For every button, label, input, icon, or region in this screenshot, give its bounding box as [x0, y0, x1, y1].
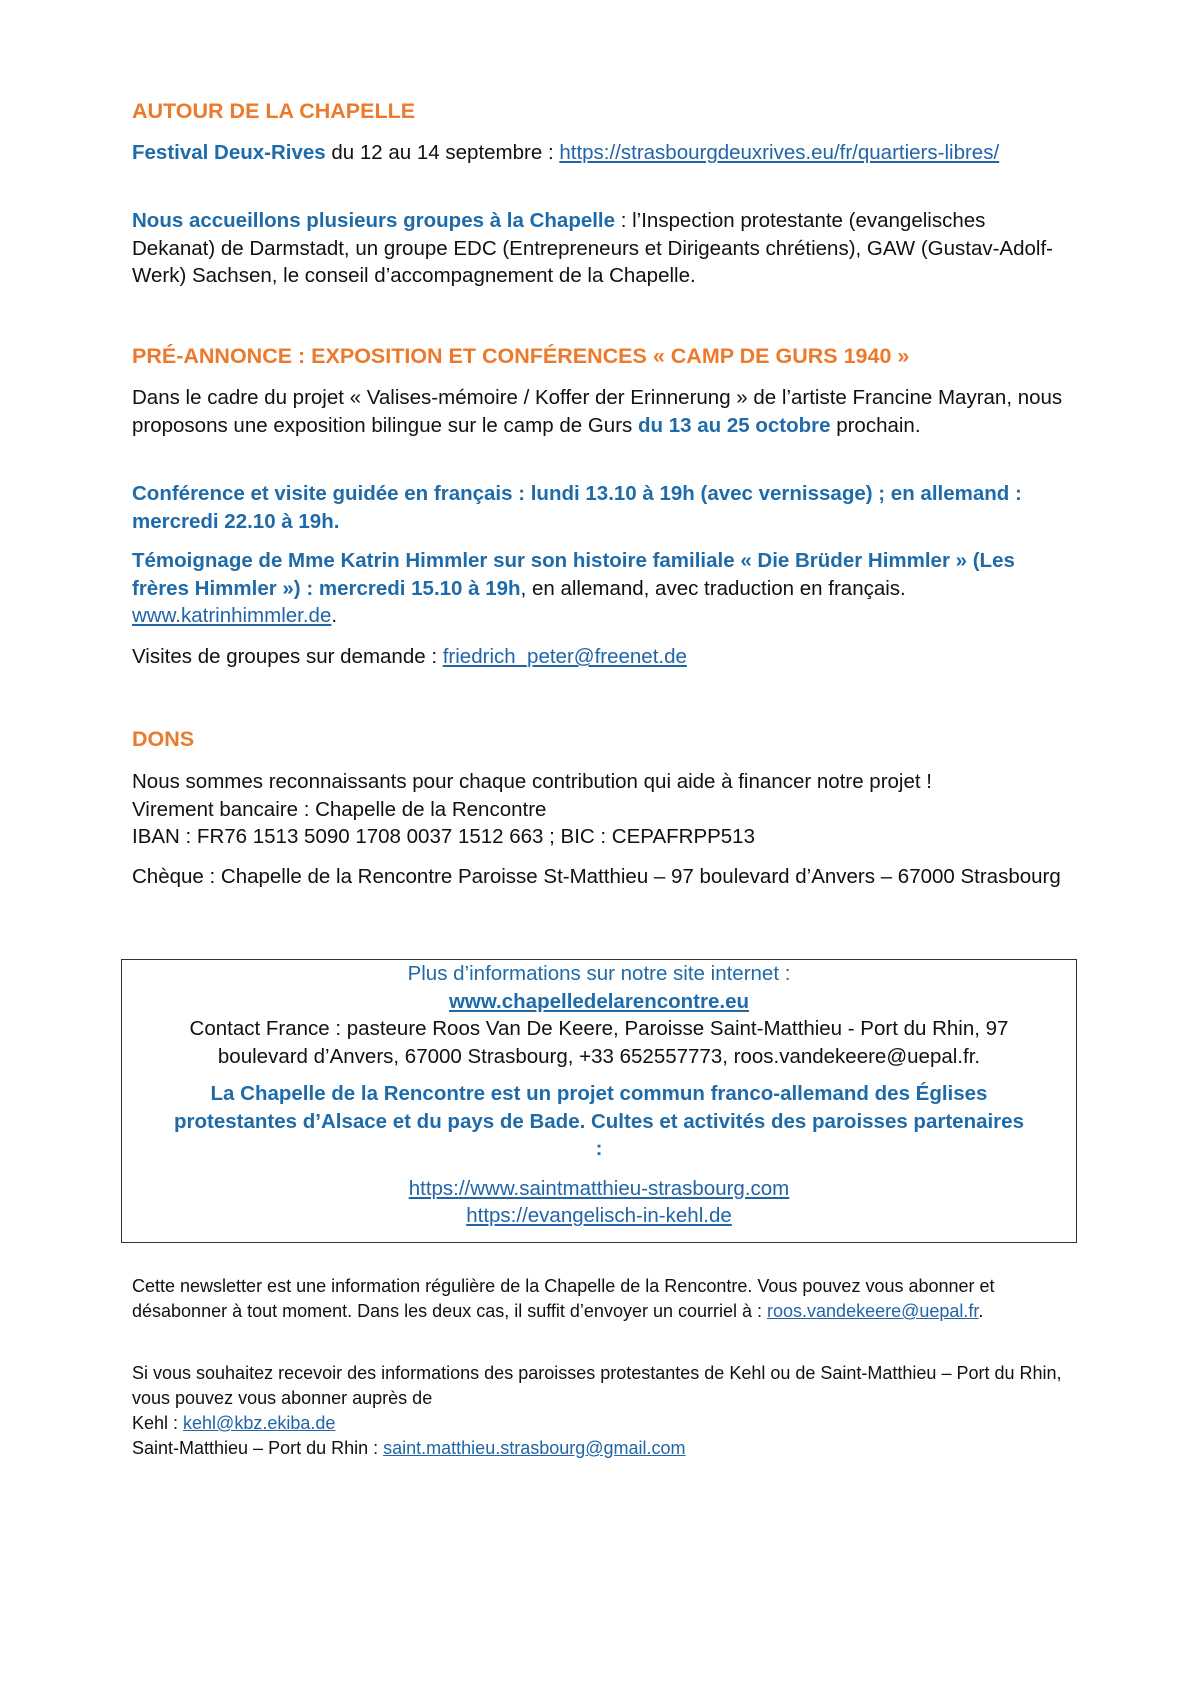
dons-iban: IBAN : FR76 1513 5090 1708 0037 1512 663 ; BIC : CEPAFRPP513: [132, 825, 755, 848]
site-link[interactable]: www.chapelledelarencontre.eu: [448, 989, 749, 1013]
newsletter-paragraph: [132, 1274, 1072, 1324]
groups-paragraph: [132, 207, 1072, 290]
newsletter-email-link[interactable]: roos.vandekeere@uepal.fr: [767, 1301, 979, 1321]
expo-text: Dans le cadre du projet « Valises-mémoire / Koffer der Erinnerung » de l’artiste Francine Mayran, nous proposons une exposition bilingue sur le camp de Gurs: [132, 386, 1063, 437]
groups-title: Nous accueillons plusieurs groupes à la Chapelle: [132, 209, 616, 232]
parishes-text: Si vous souhaitez recevoir des informations des paroisses protestantes de Kehl ou de Saint-Matthieu – Port du Rhin, vous pouvez vous abonner auprès de: [132, 1363, 1062, 1408]
period: .: [978, 1301, 984, 1321]
contact-text: Contact France : pasteure Roos Van De Keere, Paroisse Saint-Matthieu - Port du Rhin, 97 boulevard d’Anvers, 67000 Strasbourg, +33 652557773, roos.vandekeere@uepal.fr.: [189, 1017, 1009, 1068]
dons-cheque: Chèque : Chapelle de la Rencontre Paroisse St-Matthieu – 97 boulevard d’Anvers – 67000 Strasbourg: [132, 865, 1061, 888]
temoignage-text: , en allemand, avec traduction en français.: [520, 576, 906, 600]
kehl-label: Kehl :: [132, 1413, 184, 1433]
dons-thanks: Nous sommes reconnaissants pour chaque contribution qui aide à financer notre projet !: [132, 770, 932, 793]
festival-dates: du 12 au 14 septembre :: [325, 141, 560, 164]
groups-text: : l’Inspection protestante (evangelisches Dekanat) de Darmstadt, un groupe EDC (Entrepreneurs et Dirigeants chrétiens), GAW (Gustav-Adolf-Werk) Sachsen, le conseil d’accompagnement de la Chapelle.: [132, 209, 1053, 287]
heading-pre-annonce: PRÉ-ANNONCE : EXPOSITION ET CONFÉRENCES « CAMP DE GURS 1940 »: [132, 344, 910, 368]
period: .: [331, 604, 338, 627]
temoignage-title: Témoignage de Mme Katrin Himmler sur son histoire familiale « Die Brüder Himmler » (Les frères Himmler ») : mercredi 15.10 à 19h: [132, 549, 1015, 600]
parishes-paragraph: [132, 1361, 1072, 1461]
dons-paragraph: [132, 768, 1072, 851]
expo-end: prochain.: [830, 413, 921, 437]
stm-email-link[interactable]: saint.matthieu.strasbourg@gmail.com: [383, 1438, 686, 1458]
kehl-email-link[interactable]: kehl@kbz.ekiba.de: [183, 1413, 336, 1433]
conference-paragraph: Conférence et visite guidée en français : lundi 13.10 à 19h (avec vernissage) ; en allemand : mercredi 22.10 à 19h.: [132, 482, 1022, 533]
festival-paragraph: [132, 139, 1072, 167]
more-info-text: Plus d’informations sur notre site internet :: [407, 962, 791, 985]
expo-dates: du 13 au 25 octobre: [637, 413, 831, 437]
festival-link[interactable]: https://strasbourgdeuxrives.eu/fr/quartiers-libres/: [559, 141, 1000, 164]
visites-text: Visites de groupes sur demande :: [132, 645, 443, 668]
festival-title: Festival Deux-Rives: [132, 141, 326, 164]
visites-paragraph: [132, 643, 1072, 671]
katrinhimmler-link[interactable]: www.katrinhimmler.de: [132, 604, 332, 627]
info-box: [121, 959, 1077, 1243]
newsletter-text: Cette newsletter est une information régulière de la Chapelle de la Rencontre. Vous pouvez vous abonner et désabonner à tout moment. Dans les deux cas, il suffit d’envoyer un courriel à :: [132, 1276, 995, 1321]
dons-virement: Virement bancaire : Chapelle de la Rencontre: [132, 797, 547, 821]
saintmatthieu-link[interactable]: https://www.saintmatthieu-strasbourg.com: [408, 1176, 790, 1200]
visites-email-link[interactable]: friedrich_peter@freenet.de: [442, 645, 687, 668]
temoignage-paragraph: [132, 547, 1072, 630]
heading-autour: AUTOUR DE LA CHAPELLE: [132, 99, 416, 123]
project-text: La Chapelle de la Rencontre est un projet commun franco-allemand des Églises protestantes d’Alsace et du pays de Bade. Cultes et activités des paroisses partenaires :: [174, 1082, 1024, 1160]
heading-dons: DONS: [132, 727, 195, 751]
expo-paragraph: [132, 384, 1072, 439]
kehl-site-link[interactable]: https://evangelisch-in-kehl.de: [466, 1204, 732, 1227]
stm-label: Saint-Matthieu – Port du Rhin :: [132, 1438, 384, 1458]
